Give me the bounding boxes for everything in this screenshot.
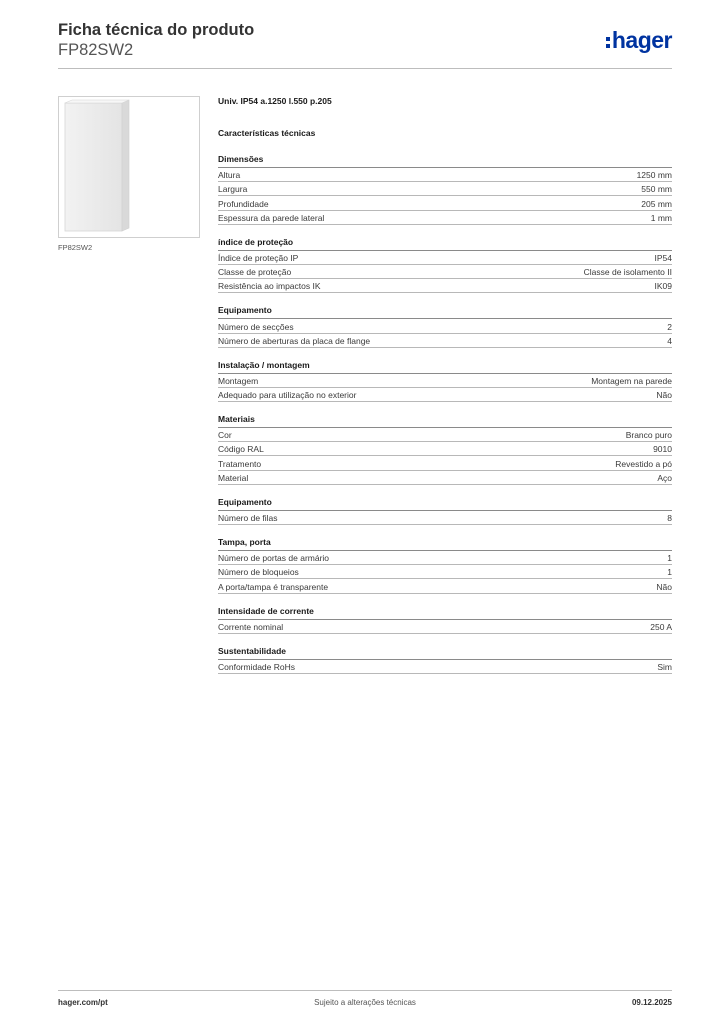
spec-value: Montagem na parede	[591, 375, 672, 386]
footer-website[interactable]: hager.com/pt	[58, 998, 108, 1007]
spec-row	[218, 620, 672, 634]
spec-value: 1250 mm	[636, 170, 672, 181]
spec-label: Profundidade	[218, 198, 269, 209]
spec-row	[218, 428, 672, 442]
spec-label: A porta/tampa é transparente	[218, 581, 329, 592]
section-title: Intensidade de corrente	[218, 606, 672, 620]
spec-row	[218, 456, 672, 470]
spec-value: Não	[656, 581, 672, 592]
spec-label: Número de portas de armário	[218, 553, 330, 564]
spec-label: Largura	[218, 184, 248, 195]
cabinet-illustration	[59, 97, 199, 237]
spec-section	[218, 154, 672, 225]
section-title: Materiais	[218, 414, 672, 428]
spec-section	[218, 237, 672, 294]
spec-row	[218, 196, 672, 210]
spec-label: Número de secções	[218, 321, 294, 332]
footer-divider	[58, 990, 672, 991]
spec-label: Resistência ao impactos IK	[218, 281, 321, 292]
spec-label: Cor	[218, 430, 232, 441]
spec-value: 550 mm	[641, 184, 672, 195]
spec-section	[218, 646, 672, 674]
spec-value: 205 mm	[641, 198, 672, 209]
product-image	[58, 96, 200, 238]
spec-row	[218, 374, 672, 388]
spec-row	[218, 565, 672, 579]
footer-disclaimer: Sujeito a alterações técnicas	[314, 998, 416, 1007]
spec-row	[218, 442, 672, 456]
spec-value: 1 mm	[650, 212, 672, 223]
footer-date: 09.12.2025	[631, 998, 672, 1007]
spec-row	[218, 579, 672, 593]
section-title: Instalação / montagem	[218, 360, 672, 374]
section-title: Equipamento	[218, 305, 672, 319]
section-title: Dimensões	[218, 154, 672, 168]
document-title: Ficha técnica do produto	[58, 21, 255, 39]
spec-row	[218, 251, 672, 265]
spec-row	[218, 211, 672, 225]
spec-label: Material	[218, 472, 249, 483]
spec-label: Índice de proteção IP	[218, 252, 299, 263]
spec-row	[218, 511, 672, 525]
spec-label: Número de bloqueios	[218, 567, 299, 578]
spec-value: Sim	[657, 661, 672, 672]
spec-row	[218, 334, 672, 348]
spec-content	[218, 96, 672, 674]
spec-row	[218, 471, 672, 485]
spec-row	[218, 168, 672, 182]
header-divider	[58, 68, 672, 69]
logo-dots-icon	[606, 37, 610, 48]
spec-value: Revestido a pó	[615, 458, 672, 469]
spec-label: Espessura da parede lateral	[218, 212, 325, 223]
spec-value: 2	[667, 321, 672, 332]
section-title: Tampa, porta	[218, 537, 672, 551]
spec-value: Classe de isolamento II	[583, 267, 672, 278]
spec-value: 250 A	[650, 621, 672, 632]
spec-value: 1	[667, 553, 672, 564]
spec-label: Montagem	[218, 375, 259, 386]
spec-label: Altura	[218, 170, 241, 181]
spec-sections	[218, 154, 672, 674]
spec-section	[218, 497, 672, 525]
spec-section	[218, 606, 672, 634]
spec-value: 9010	[653, 444, 672, 455]
section-title: índice de proteção	[218, 237, 672, 251]
spec-section	[218, 537, 672, 594]
spec-section	[218, 305, 672, 347]
spec-value: 4	[667, 335, 672, 346]
spec-row	[218, 182, 672, 196]
spec-value: Aço	[657, 472, 672, 483]
spec-label: Número de aberturas da placa de flange	[218, 335, 371, 346]
spec-value: 8	[667, 513, 672, 523]
section-title: Equipamento	[218, 497, 672, 511]
spec-row	[218, 388, 672, 402]
spec-row	[218, 319, 672, 333]
spec-section	[218, 360, 672, 402]
spec-label: Adequado para utilização no exterior	[218, 390, 357, 401]
spec-value: IK09	[654, 281, 672, 292]
image-caption: FP82SW2	[58, 243, 93, 252]
page-header	[58, 20, 672, 60]
spec-label: Número de filas	[218, 513, 278, 523]
product-code: FP82SW2	[58, 41, 134, 59]
spec-row	[218, 551, 672, 565]
spec-heading: Características técnicas	[218, 128, 316, 138]
spec-label: Conformidade RoHs	[218, 661, 296, 672]
hager-logo	[606, 28, 672, 52]
product-name: Univ. IP54 a.1250 l.550 p.205	[218, 96, 332, 106]
spec-row	[218, 279, 672, 293]
spec-label: Tratamento	[218, 458, 262, 469]
spec-row	[218, 265, 672, 279]
spec-value: Não	[656, 390, 672, 401]
logo-wordmark: hager	[611, 27, 672, 53]
spec-row	[218, 660, 672, 674]
spec-label: Corrente nominal	[218, 621, 284, 632]
spec-label: Código RAL	[218, 444, 264, 455]
spec-section	[218, 414, 672, 485]
spec-value: IP54	[654, 252, 672, 263]
spec-value: 1	[667, 567, 672, 578]
spec-value: Branco puro	[625, 430, 672, 441]
spec-label: Classe de proteção	[218, 267, 292, 278]
section-title: Sustentabilidade	[218, 646, 672, 660]
